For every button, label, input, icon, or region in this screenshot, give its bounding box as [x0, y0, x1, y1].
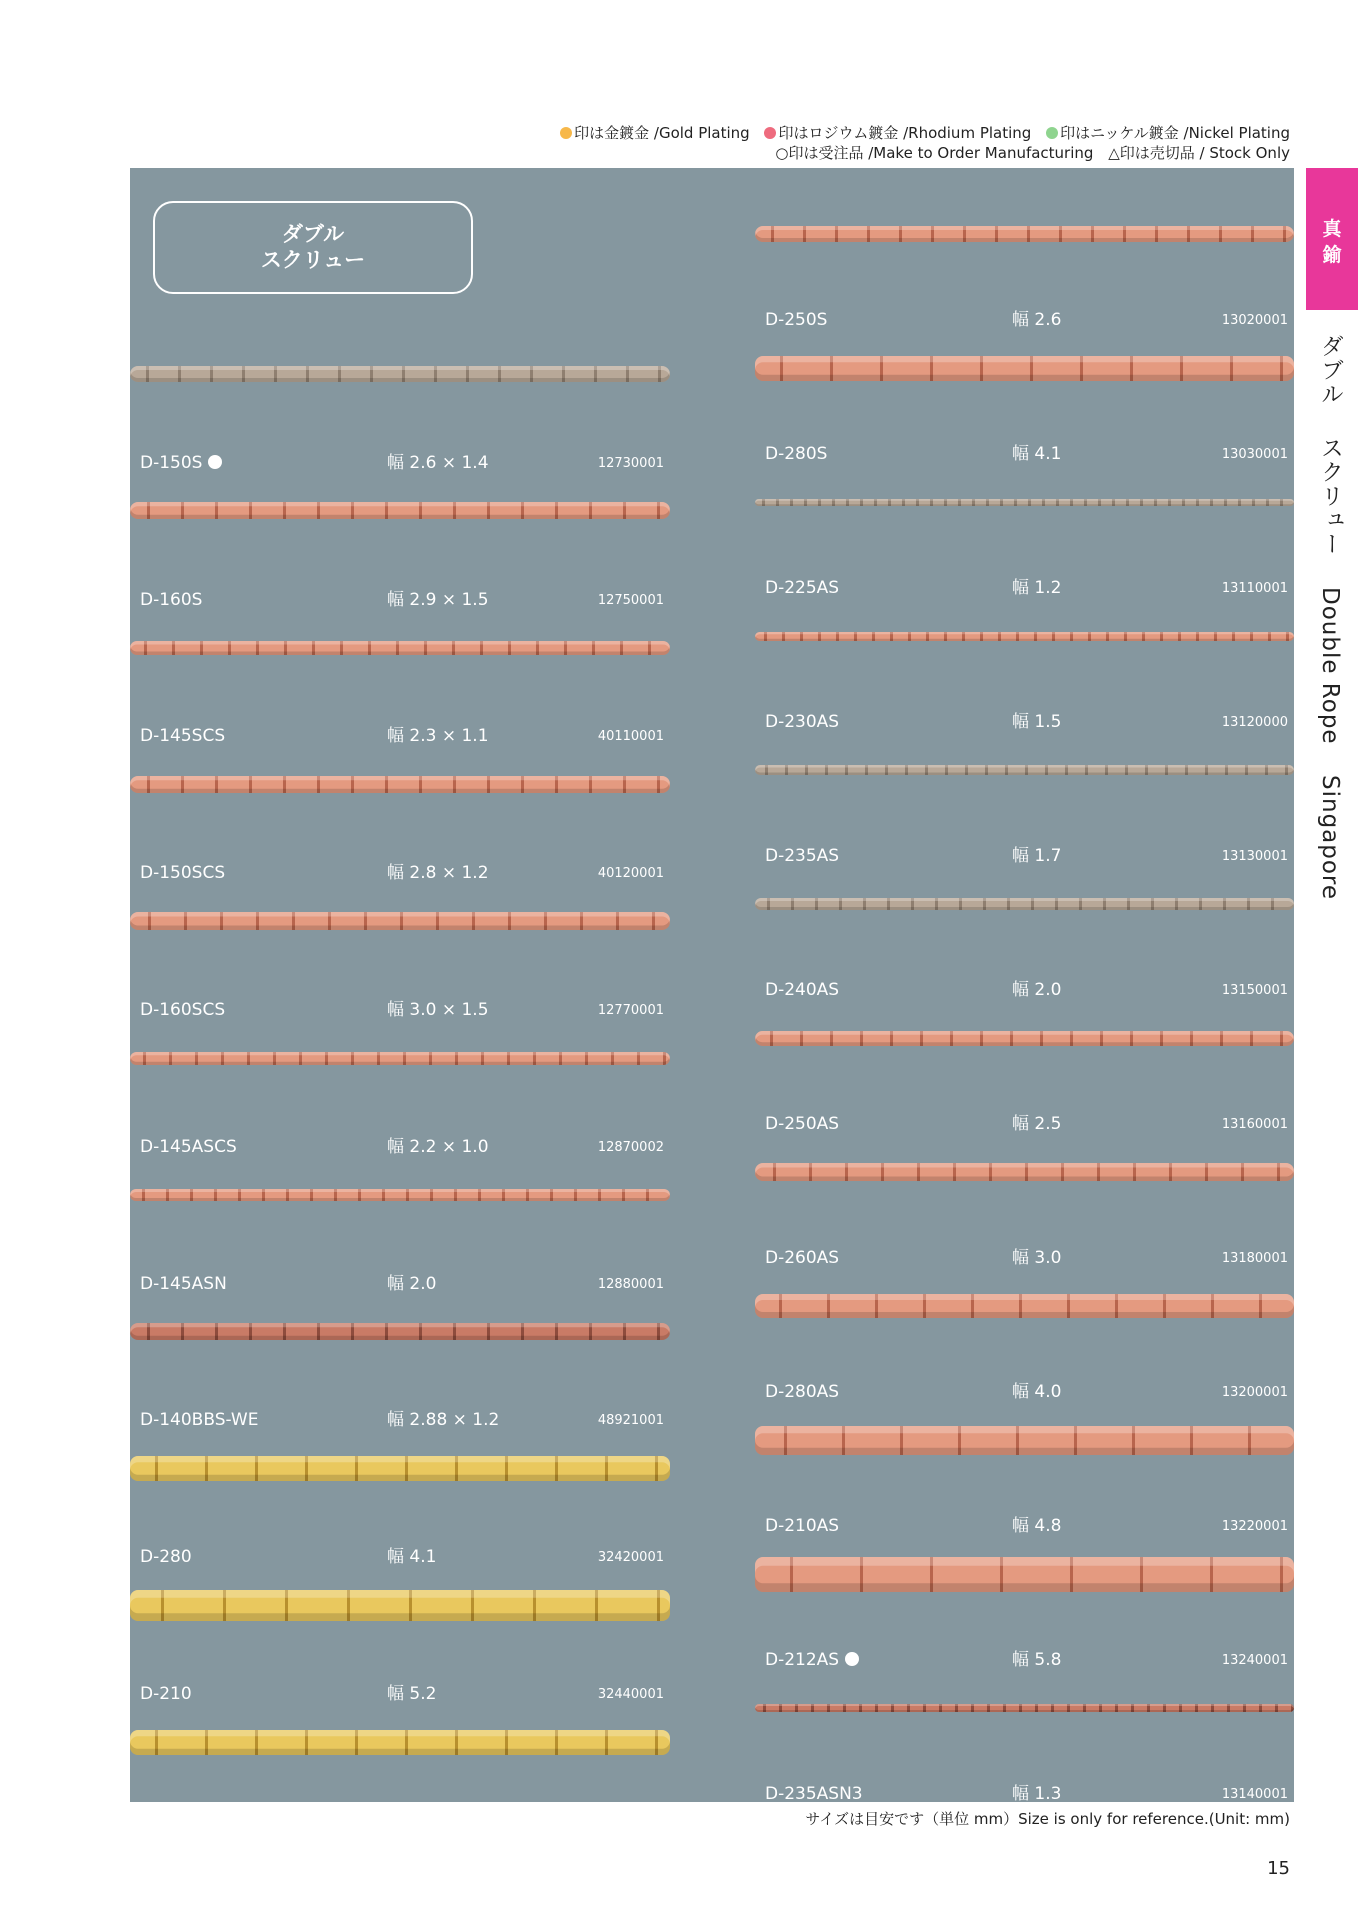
- item-size: 幅 2.8 × 1.2: [387, 863, 489, 884]
- item-number: 13120000: [1221, 715, 1288, 730]
- size-footnote: サイズは目安です（単位 mm）Size is only for reference.(Unit: mm): [805, 1810, 1290, 1828]
- section-title-line1: ダブル: [281, 222, 345, 246]
- item-size: 幅 1.3: [1012, 1784, 1062, 1804]
- item-code: [140, 453, 222, 473]
- gold-dot-icon: [560, 127, 572, 139]
- chain-item: [130, 1306, 670, 1431]
- item-number: 12750001: [597, 592, 664, 608]
- chain-image: [130, 1189, 670, 1201]
- material-tab[interactable]: [1306, 168, 1358, 310]
- item-number: 13020001: [1221, 313, 1288, 328]
- item-code: [765, 980, 839, 1000]
- item-code: [140, 863, 225, 883]
- chain-item: [755, 476, 1294, 598]
- item-size: 幅 2.6: [1012, 310, 1062, 330]
- item-code: [765, 846, 839, 866]
- item-code: [765, 578, 839, 598]
- item-code-text: D-235ASN3: [765, 1784, 863, 1804]
- chain-item: [755, 610, 1294, 732]
- chain-item: [130, 1169, 670, 1294]
- item-number: 48921001: [597, 1413, 664, 1429]
- order-legend: ○印は受注品 /Make to Order Manufacturing: [775, 144, 1094, 162]
- chain-image: [130, 1456, 670, 1481]
- item-code-text: D-210AS: [765, 1516, 840, 1536]
- item-code: [140, 1410, 259, 1430]
- item-size: 幅 1.7: [1012, 846, 1062, 866]
- chain-item: [755, 1146, 1294, 1268]
- chain-image: [755, 632, 1294, 641]
- item-code: [765, 1650, 859, 1670]
- item-size: 幅 2.9 × 1.5: [387, 589, 489, 610]
- chain-item: [130, 895, 670, 1020]
- item-code-text: D-260AS: [765, 1248, 840, 1268]
- circle-marker-icon: [845, 1652, 859, 1666]
- item-size: 幅 4.0: [1012, 1382, 1062, 1402]
- item-number: 13200001: [1221, 1385, 1288, 1400]
- chain-item: [755, 744, 1294, 866]
- item-size: 幅 2.3 × 1.1: [387, 726, 489, 747]
- item-size: 幅 1.2: [1012, 578, 1062, 598]
- item-code: [140, 1821, 228, 1841]
- item-size: 幅 3.0 × 1.5: [387, 999, 489, 1020]
- item-code: [140, 1684, 192, 1704]
- item-code: [765, 1516, 839, 1536]
- item-size: 幅 2.6 × 1.4: [387, 452, 489, 473]
- item-code-text: D-150SCS: [140, 863, 226, 884]
- gold-legend: 印は金鍍金 /Gold Plating: [560, 124, 750, 142]
- chain-image: [130, 502, 670, 519]
- nickel-legend: 印はニッケル鍍金 /Nickel Plating: [1046, 124, 1290, 142]
- stock-legend: △印は売切品 / Stock Only: [1108, 144, 1290, 162]
- item-size: 幅 4.1: [387, 1547, 437, 1568]
- chain-item: [130, 1442, 670, 1567]
- chain-image: [755, 356, 1294, 381]
- item-code: [765, 444, 827, 464]
- chain-image: [755, 1557, 1294, 1592]
- chain-item: [130, 348, 670, 473]
- chain-item: [130, 1032, 670, 1157]
- item-size: 幅 1.5: [1012, 712, 1062, 732]
- item-number: 13110001: [1221, 581, 1288, 596]
- chain-item: [755, 1548, 1294, 1670]
- rhodium-legend: 印はロジウム鍍金 /Rhodium Plating: [764, 124, 1031, 142]
- item-number: 13140001: [1221, 1787, 1288, 1802]
- chain-image: [755, 898, 1294, 910]
- item-code-text: D-145ASCS: [140, 1136, 237, 1157]
- item-number: 32440001: [597, 1686, 664, 1702]
- item-code-text: D-145SCS: [140, 726, 226, 747]
- chain-image: [130, 1052, 670, 1065]
- item-code-text: D-212AS: [765, 1650, 840, 1670]
- chain-item: [130, 485, 670, 610]
- item-code-text: D-235AS: [765, 846, 840, 866]
- item-number: 32420001: [597, 1550, 664, 1566]
- item-size: 幅 4.1: [1012, 444, 1062, 464]
- item-size: 幅 2.88 × 1.2: [387, 1410, 500, 1431]
- chain-image: [755, 1163, 1294, 1181]
- item-number: 40110001: [597, 729, 664, 745]
- item-code: [765, 1248, 839, 1268]
- chain-image: [755, 765, 1294, 775]
- chain-item: [130, 622, 670, 747]
- vertical-title-en2: Singapore: [1317, 774, 1343, 900]
- chain-image: [755, 1704, 1294, 1712]
- item-code-text: D-140BBS-WE: [140, 1410, 259, 1431]
- item-size: 幅 4.1: [387, 1820, 437, 1841]
- item-code-text: D-280S: [765, 444, 828, 464]
- circle-marker-icon: [214, 1823, 228, 1837]
- item-number: 13220001: [1221, 1519, 1288, 1534]
- item-code-text: D-280W: [140, 1820, 209, 1841]
- item-code-text: D-160SCS: [140, 999, 226, 1020]
- item-code-text: D-250S: [765, 310, 828, 330]
- item-code: [765, 712, 839, 732]
- chain-item: [755, 342, 1294, 464]
- item-size: 幅 5.8: [1012, 1650, 1062, 1670]
- nickel-dot-icon: [1046, 127, 1058, 139]
- chain-item: [755, 1414, 1294, 1536]
- item-number: 13160001: [1221, 1117, 1288, 1132]
- item-number: 13150001: [1221, 983, 1288, 998]
- item-code-text: D-250AS: [765, 1114, 840, 1134]
- item-code-text: D-150S: [140, 452, 203, 473]
- item-number: 12880001: [597, 1276, 664, 1292]
- chain-item: [755, 208, 1294, 330]
- item-code-text: D-210: [140, 1683, 192, 1704]
- item-code-text: D-230AS: [765, 712, 840, 732]
- chain-image: [130, 641, 670, 655]
- item-size: 幅 5.2: [387, 1683, 437, 1704]
- vertical-title-jp2: スクリュー: [1317, 436, 1343, 557]
- chain-image: [755, 1426, 1294, 1455]
- chain-image: [130, 366, 670, 382]
- item-code: [765, 1784, 863, 1804]
- item-number: 12770001: [597, 1002, 664, 1018]
- item-code-text: D-240AS: [765, 980, 840, 1000]
- item-code-text: D-280: [140, 1547, 192, 1568]
- rhodium-dot-icon: [764, 127, 776, 139]
- item-number: 13180001: [1221, 1251, 1288, 1266]
- chain-image: [755, 499, 1294, 506]
- chain-image: [130, 776, 670, 793]
- chain-item: [755, 1280, 1294, 1402]
- item-code-text: D-160S: [140, 589, 203, 610]
- item-size: 幅 2.2 × 1.0: [387, 1136, 489, 1157]
- item-code: [140, 1274, 227, 1294]
- item-size: 幅 2.0: [387, 1273, 437, 1294]
- circle-marker-icon: [208, 455, 222, 469]
- chain-image: [130, 1323, 670, 1340]
- item-code: [140, 1137, 237, 1157]
- section-title-line2: スクリュー: [260, 248, 366, 272]
- vertical-title-jp1: ダブル: [1317, 334, 1343, 406]
- item-code: [140, 1000, 225, 1020]
- chain-item: [130, 1716, 670, 1841]
- chain-item: [755, 878, 1294, 1000]
- item-code: [140, 1547, 192, 1567]
- item-number: 13240001: [1221, 1653, 1288, 1668]
- item-code: [140, 590, 202, 610]
- chain-image: [130, 1590, 670, 1621]
- item-size: 幅 4.8: [1012, 1516, 1062, 1536]
- item-size: 幅 3.0: [1012, 1248, 1062, 1268]
- item-code: [765, 310, 827, 330]
- chain-image: [755, 1031, 1294, 1046]
- chain-item: [130, 758, 670, 883]
- item-number: 13130001: [1221, 849, 1288, 864]
- item-code-text: D-225AS: [765, 578, 840, 598]
- material-tab-line1: 真: [1322, 218, 1342, 240]
- item-number: 12870002: [597, 1139, 664, 1155]
- item-code: [765, 1382, 839, 1402]
- item-code: [140, 726, 225, 746]
- chain-item: [755, 1012, 1294, 1134]
- item-code: [765, 1114, 839, 1134]
- chain-image: [130, 912, 670, 930]
- page-number: 15: [1267, 1858, 1290, 1879]
- plating-legend: [550, 123, 1290, 163]
- chain-image: [755, 226, 1294, 242]
- material-tab-line2: 鍮: [1322, 244, 1342, 266]
- chain-image: [755, 1294, 1294, 1318]
- item-size: 幅 2.0: [1012, 980, 1062, 1000]
- item-number: 40120001: [597, 866, 664, 882]
- vertical-title-en1: Double Rope: [1317, 586, 1343, 745]
- item-code-text: D-280AS: [765, 1382, 840, 1402]
- item-number: 13030001: [1221, 447, 1288, 462]
- section-title-box: [153, 201, 473, 294]
- chain-item: [755, 1682, 1294, 1804]
- item-number: 12730001: [597, 455, 664, 471]
- item-number: 32430001: [597, 1823, 664, 1839]
- chain-image: [130, 1730, 670, 1755]
- chain-item: [130, 1579, 670, 1704]
- item-code-text: D-145ASN: [140, 1273, 227, 1294]
- vertical-section-title: [1314, 334, 1347, 922]
- item-size: 幅 2.5: [1012, 1114, 1062, 1134]
